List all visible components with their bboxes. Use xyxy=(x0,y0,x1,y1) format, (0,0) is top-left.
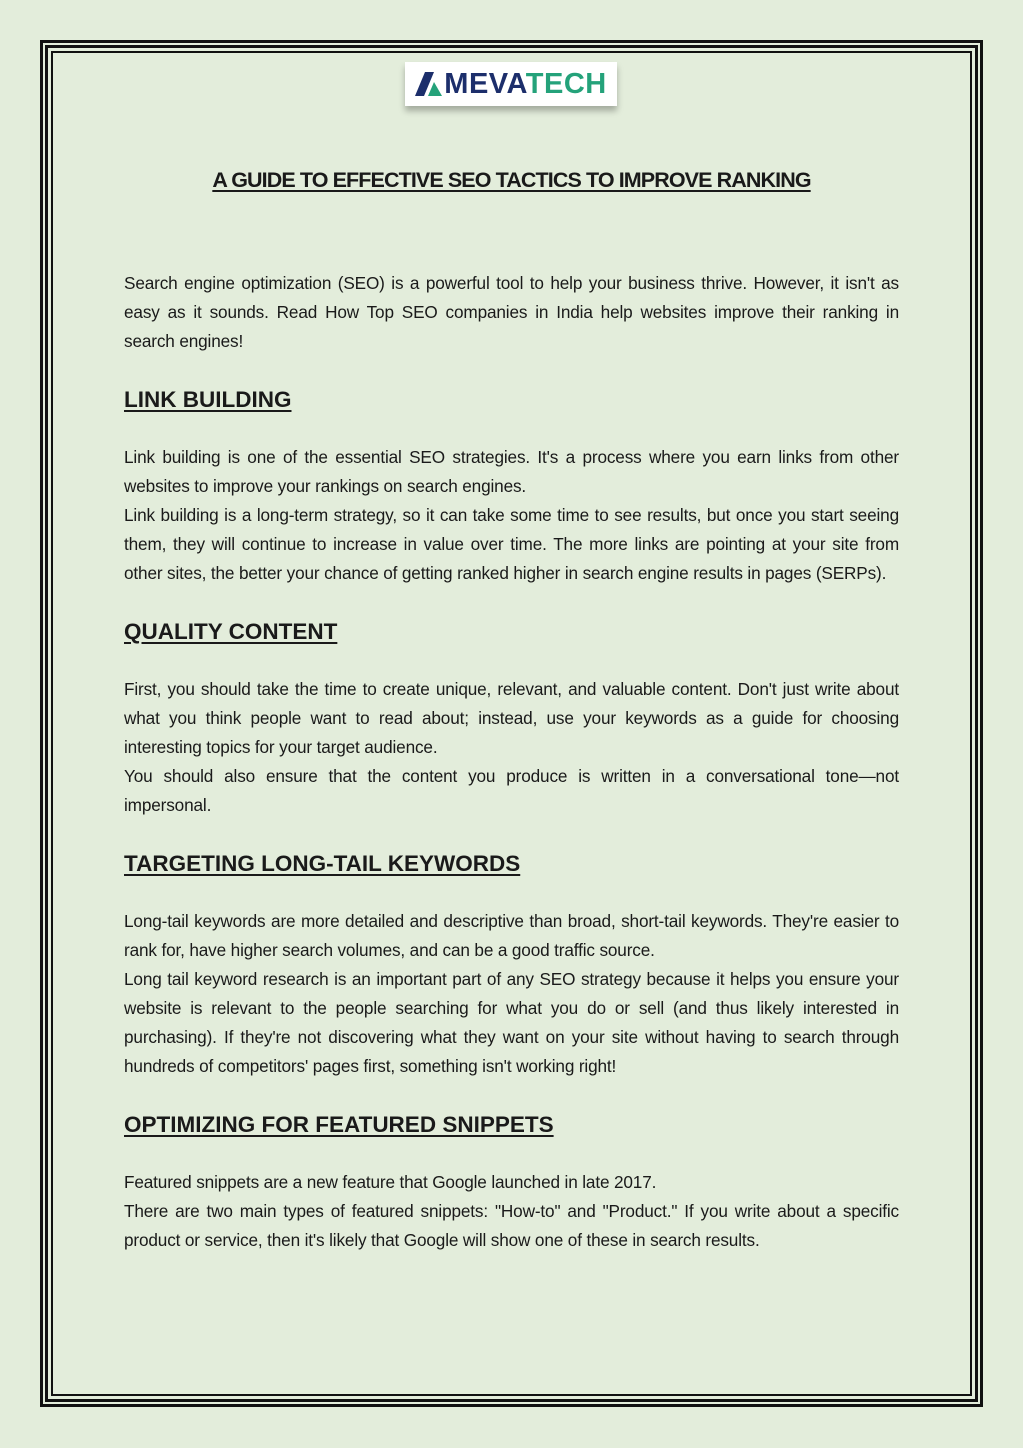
section-paragraph: Long tail keyword research is an important part of any SEO strategy because it helps you ensure your website is relevant to the people searching for what you do or sell (and thus likely interested in purchasing). If they're not discovering what they want on your site without having to search through hundreds of competitors' pages first, something isn't working right! xyxy=(124,969,899,1076)
section-heading-featured-snippets: OPTIMIZING FOR FEATURED SNIPPETS xyxy=(124,1112,554,1137)
document-title: A GUIDE TO EFFECTIVE SEO TACTICS TO IMPROVE RANKING xyxy=(212,168,811,192)
logo-text-accent: TECH xyxy=(525,67,607,100)
section-heading-long-tail-keywords: TARGETING LONG-TAIL KEYWORDS xyxy=(124,851,521,876)
intro-paragraph: Search engine optimization (SEO) is a powerful tool to help your business thrive. However, it isn't as easy as it sounds. Read How Top SEO companies in India help websites improve their ranking in search engines! xyxy=(124,273,899,351)
section-paragraph: Link building is a long-term strategy, so it can take some time to see results, but once you start seeing them, they will continue to increase in value over time. The more links are pointing at your site from other sites, the better your chance of getting ranked higher in search engine results in pages (SERPs). xyxy=(124,505,899,583)
brand-logo xyxy=(405,62,617,106)
document-body xyxy=(124,269,899,1255)
section-paragraph: Featured snippets are a new feature that Google launched in late 2017. xyxy=(124,1172,657,1192)
section-paragraph: Link building is one of the essential SEO strategies. It's a process where you earn links from other websites to improve your rankings on search engines. xyxy=(124,447,899,496)
section-paragraph: You should also ensure that the content you produce is written in a conversational tone—not impersonal. xyxy=(124,766,899,815)
section-paragraph: Long-tail keywords are more detailed and descriptive than broad, short-tail keywords. They're easier to rank for, have higher search volumes, and can be a good traffic source. xyxy=(124,911,899,960)
logo-wordmark xyxy=(444,67,607,100)
section-heading-quality-content: QUALITY CONTENT xyxy=(124,619,338,644)
logo-text-primary: MEVA xyxy=(444,67,526,100)
logo-mark-icon xyxy=(415,72,443,96)
section-paragraph: First, you should take the time to create unique, relevant, and valuable content. Don't just write about what you think people want to read about; instead, use your keywords as a guide for choosing interesting topics for your target audience. xyxy=(124,679,899,757)
section-paragraph: There are two main types of featured snippets: "How-to" and "Product." If you write about a specific product or service, then it's likely that Google will show one of these in search results. xyxy=(124,1201,899,1250)
section-heading-link-building: LINK BUILDING xyxy=(124,387,292,412)
